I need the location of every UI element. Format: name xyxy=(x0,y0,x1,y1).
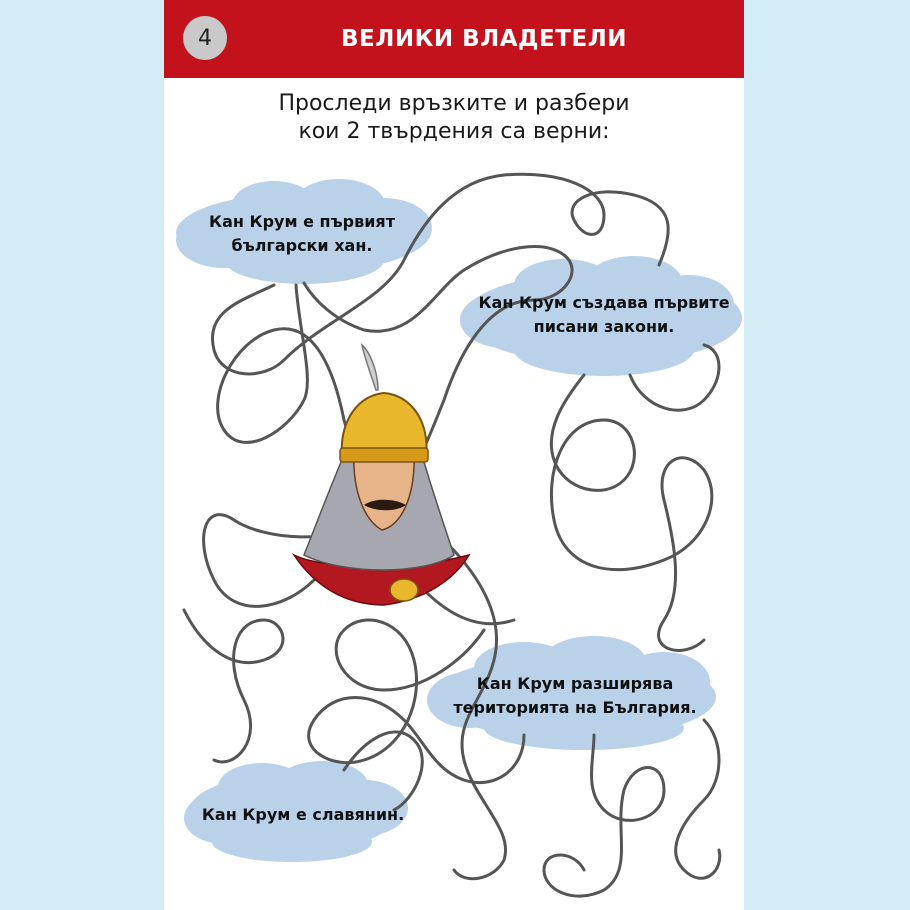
maze-path-10 xyxy=(184,610,283,762)
statement-cloud-2[interactable] xyxy=(470,291,738,339)
statement-2-line-2: писани закони. xyxy=(533,317,675,336)
brooch xyxy=(390,579,418,601)
page-title: ВЕЛИКИ ВЛАДЕТЕЛИ xyxy=(340,26,628,52)
statement-cloud-4[interactable] xyxy=(198,803,408,827)
helmet-band xyxy=(340,448,428,462)
statement-1-line-2: български хан. xyxy=(231,236,373,255)
maze-path-4 xyxy=(551,375,712,650)
worksheet-page xyxy=(164,0,744,910)
statement-2-line-1: Кан Крум създава първите xyxy=(478,293,730,312)
cloud-shapes xyxy=(176,179,742,862)
maze-path-6 xyxy=(544,735,664,896)
statement-3-line-2: територията на България. xyxy=(453,698,697,717)
helmet-feather xyxy=(362,345,378,390)
page-number-badge: 4 xyxy=(183,16,227,60)
instructions-line-1: Проследи връзките и разбери xyxy=(278,91,630,116)
maze-drawing xyxy=(164,0,744,910)
statement-4-line-1: Кан Крум е славянин. xyxy=(201,805,405,824)
statement-3-line-1: Кан Крум разширява xyxy=(476,674,674,693)
statement-cloud-3[interactable] xyxy=(440,672,710,720)
instructions-line-2: кои 2 твърдения са верни: xyxy=(298,119,610,144)
khan-krum-portrait xyxy=(294,345,469,605)
statement-cloud-1[interactable] xyxy=(188,210,416,258)
maze-path-9 xyxy=(676,720,720,878)
statement-1-line-1: Кан Крум е първият xyxy=(209,212,395,231)
